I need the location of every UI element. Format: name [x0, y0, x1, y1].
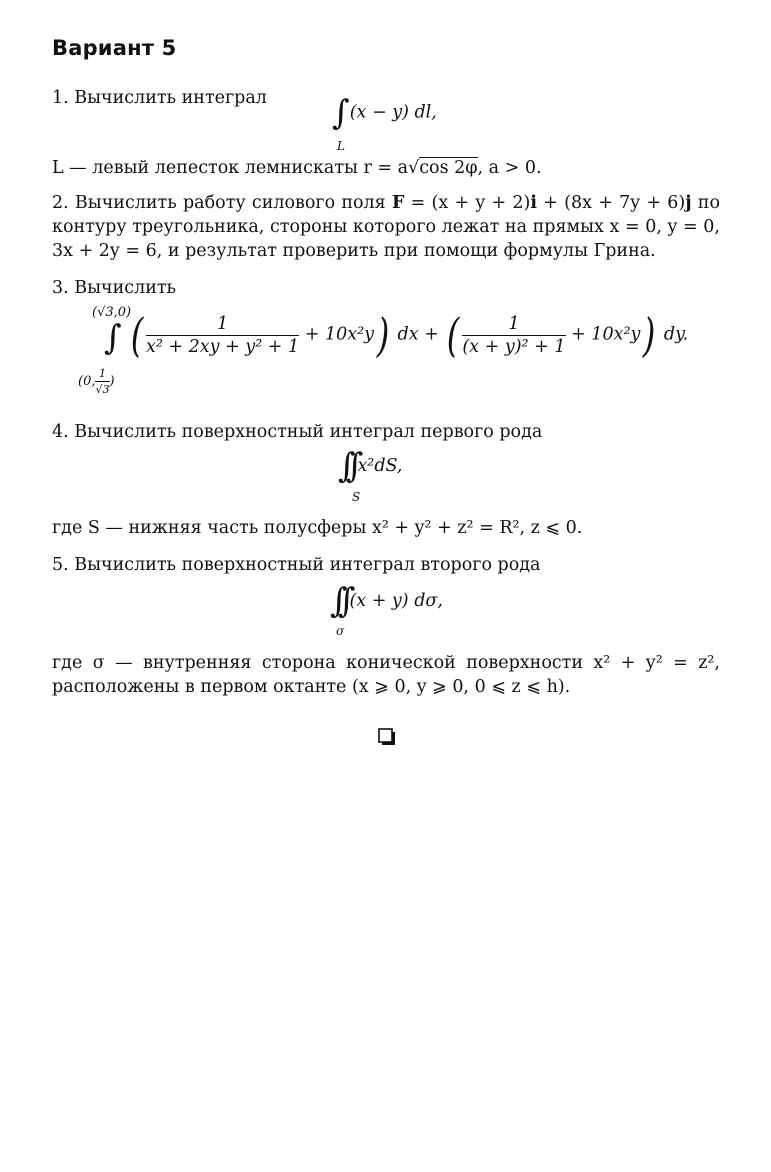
left-paren-icon: (: [130, 308, 144, 362]
left-paren-icon: (: [447, 308, 460, 362]
integral-expression: x²dS,: [357, 455, 403, 476]
problem-5-integral: [330, 581, 443, 621]
unit-vector-i: i: [530, 193, 537, 213]
term-1: + 10x²y: [304, 324, 374, 345]
qed-box-icon: [378, 728, 396, 746]
fraction-1: [146, 314, 299, 357]
double-integral-sign-icon: ∫∫: [338, 446, 354, 486]
problem-5-lead: 5. Вычислить поверхностный интеграл второго рода: [52, 555, 541, 575]
page-title: Вариант 5: [52, 36, 177, 60]
problem-4-integral: [338, 446, 403, 486]
integral-lower-limit: [78, 367, 115, 396]
fraction-numerator: 1: [95, 367, 109, 382]
problem-2-part: по контуру треугольника, стороны которого лежат на прямых x = 0, y = 0, 3x + 2y = 6, и результат проверить при помощи формулы Грина.: [52, 193, 720, 261]
problem-5-description: где σ — внутренняя сторона конической поверхности x² + y² = z², расположены в первом октанте (x ⩾ 0, y ⩾ 0, 0 ⩽ z ⩽ h).: [52, 653, 720, 697]
lower-limit-part: (0,: [78, 374, 96, 389]
integral-expression: (x + y) dσ,: [349, 590, 443, 611]
dy-term: dy.: [663, 324, 689, 345]
integral-limit: σ: [336, 624, 345, 638]
problem-1-lead: 1. Вычислить интеграл: [52, 88, 267, 108]
fraction-2: [462, 314, 565, 357]
integral-limit: S: [352, 490, 361, 504]
fraction-numerator: 1: [146, 314, 299, 336]
unit-vector-j: j: [685, 193, 692, 213]
fraction-denominator: (x + y)² + 1: [462, 336, 566, 357]
fraction-denominator: √3: [95, 383, 110, 396]
integral-upper-limit: (√3,0): [92, 305, 132, 320]
problem-2-part: = (x + y + 2): [404, 193, 531, 213]
fraction-denominator: x² + 2xy + y² + 1: [145, 336, 300, 357]
description-text-end: , a > 0.: [477, 158, 542, 178]
term-2: + 10x²y: [571, 324, 641, 345]
right-paren-icon: ): [376, 308, 390, 362]
problem-4-description: где S — нижняя часть полусферы x² + y² + z² = R², z ⩽ 0.: [52, 518, 583, 538]
lower-limit-fraction: [95, 367, 109, 396]
problem-2-text: [52, 191, 720, 263]
problem-3-lead: 3. Вычислить: [52, 278, 177, 298]
integral-limit: L: [337, 139, 345, 153]
right-paren-icon: ): [643, 308, 656, 362]
problem-2-part: + (8x + 7y + 6): [537, 193, 686, 213]
lower-limit-part: ): [109, 374, 115, 389]
dx-term: dx +: [397, 324, 439, 345]
vector-F: F: [391, 193, 405, 213]
problem-3-integrand: [128, 308, 689, 362]
sqrt-icon: √: [408, 158, 420, 178]
integral-expression: (x − y) dl,: [349, 102, 437, 123]
problem-2-part: 2. Вычислить работу силового поля: [52, 193, 392, 213]
problem-1-description: [52, 156, 720, 180]
problem-1-integral: [332, 93, 437, 133]
double-integral-sign-icon: ∫∫: [330, 581, 346, 621]
description-text: L — левый лепесток лемнискаты r = a: [52, 158, 409, 178]
problem-4-lead: 4. Вычислить поверхностный интеграл первого рода: [52, 422, 543, 442]
line-integral-sign-icon: ∫: [104, 318, 122, 358]
fraction-numerator: 1: [462, 314, 565, 336]
integral-sign-icon: ∫: [332, 93, 350, 133]
sqrt-radicand: cos 2φ: [419, 158, 478, 178]
